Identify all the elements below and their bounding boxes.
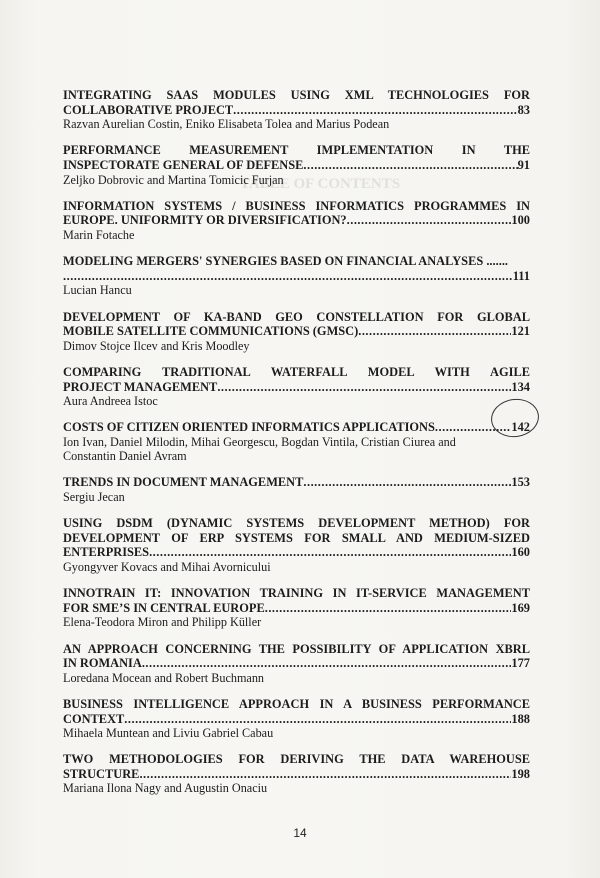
toc-page-number: 160	[511, 545, 530, 560]
toc-page-number: 153	[511, 475, 530, 490]
toc-entry-title: PERFORMANCE MEASUREMENT IMPLEMENTATION IN THE INSPECTORATE GENERAL OF DEFENSE ..... 91	[63, 143, 530, 172]
toc-entry-authors: Loredana Mocean and Robert Buchmann	[63, 670, 265, 685]
table-of-contents	[63, 88, 530, 796]
toc-entry-authors: Ion Ivan, Daniel Milodin, Mihai Georgescu, Bogdan Vintila, Cristian Ciurea and Constantin Daniel Avram	[63, 434, 456, 464]
toc-page-number: 198	[511, 766, 530, 781]
page-number: 14	[293, 826, 307, 840]
toc-entry-title: BUSINESS INTELLIGENCE APPROACH IN A BUSINESS PERFORMANCE CONTEXT ..... 188	[63, 697, 530, 726]
toc-page-number: 142	[511, 420, 530, 435]
toc-entry-title: COSTS OF CITIZEN ORIENTED INFORMATICS APPLICATIONS ..... 142	[63, 420, 530, 435]
toc-entry-authors: Razvan Aurelian Costin, Eniko Elisabeta Tolea and Marius Podean	[63, 117, 390, 132]
toc-entry-authors: Lucian Hancu	[63, 283, 132, 298]
toc-entry-authors: Mariana Ilona Nagy and Augustin Onaciu	[63, 781, 268, 796]
toc-entry[interactable]	[63, 475, 530, 504]
toc-entry-authors: Sergiu Jecan	[63, 489, 125, 504]
toc-page-number: 100	[511, 213, 530, 228]
toc-page-number: 134	[511, 379, 530, 394]
toc-page-number: 83	[517, 102, 530, 117]
toc-entry[interactable]	[63, 88, 530, 131]
toc-entry-authors: Mihaela Muntean and Liviu Gabriel Cabau	[63, 726, 274, 741]
toc-entry[interactable]	[63, 697, 530, 740]
toc-entry-title: USING DSDM (DYNAMIC SYSTEMS DEVELOPMENT METHOD) FOR DEVELOPMENT OF ERP SYSTEMS FOR SMALL AND MEDIUM-SIZED ENTERPRISES ..... 160	[63, 516, 530, 560]
toc-entry-title: TRENDS IN DOCUMENT MANAGEMENT ..... 153	[63, 475, 530, 490]
toc-page-number: 169	[511, 600, 530, 615]
toc-entry[interactable]	[63, 143, 530, 186]
toc-entry-title: MODELING MERGERS' SYNERGIES BASED ON FINANCIAL ANALYSES ....... ..... 111	[63, 254, 530, 283]
toc-entry[interactable]	[63, 642, 530, 685]
toc-entry-authors: Zeljko Dobrovic and Martina Tomicic Furjan	[63, 172, 284, 187]
toc-entry[interactable]	[63, 365, 530, 408]
toc-entry-title: TWO METHODOLOGIES FOR DERIVING THE DATA WAREHOUSE STRUCTURE ..... 198	[63, 752, 530, 781]
toc-entry-title: INNOTRAIN IT: INNOVATION TRAINING IN IT-SERVICE MANAGEMENT FOR SME’S IN CENTRAL EUROPE ..... 169	[63, 586, 530, 615]
toc-page-number: 121	[511, 324, 530, 339]
toc-entry[interactable]	[63, 586, 530, 629]
toc-page-number: 91	[517, 157, 530, 172]
toc-entry-title: INFORMATION SYSTEMS / BUSINESS INFORMATICS PROGRAMMES IN EUROPE. UNIFORMITY OR DIVERSIFICATION? ..... 100	[63, 199, 530, 228]
toc-entry-authors: Marin Fotache	[63, 227, 135, 242]
toc-entry-title: COMPARING TRADITIONAL WATERFALL MODEL WITH AGILE PROJECT MANAGEMENT ..... 134	[63, 365, 530, 394]
toc-entry[interactable]	[63, 516, 530, 574]
toc-entry-authors: Gyongyver Kovacs and Mihai Avornicului	[63, 559, 271, 574]
toc-entry-authors: Dimov Stojce Ilcev and Kris Moodley	[63, 338, 250, 353]
toc-entry[interactable]	[63, 752, 530, 795]
toc-entry[interactable]	[63, 199, 530, 242]
toc-entry-authors: Aura Andreea Istoc	[63, 394, 158, 409]
bleed-through-text: TABLE OF CONTENTS	[240, 176, 401, 192]
toc-page-number: 177	[511, 656, 530, 671]
toc-entry[interactable]	[63, 310, 530, 353]
toc-entry-title: DEVELOPMENT OF KA-BAND GEO CONSTELLATION FOR GLOBAL MOBILE SATELLITE COMMUNICATIONS (GMSC) ..... 121	[63, 310, 530, 339]
toc-entry-authors: Elena-Teodora Miron and Philipp Küller	[63, 615, 262, 630]
toc-page-number: 111	[512, 268, 530, 283]
toc-entry-title: AN APPROACH CONCERNING THE POSSIBILITY OF APPLICATION XBRL IN ROMANIA ..... 177	[63, 642, 530, 671]
toc-page-number: 188	[511, 711, 530, 726]
toc-entry-title: INTEGRATING SAAS MODULES USING XML TECHNOLOGIES FOR COLLABORATIVE PROJECT ..... 83	[63, 88, 530, 117]
toc-entry[interactable]	[63, 254, 530, 297]
toc-entry[interactable]	[63, 420, 530, 463]
